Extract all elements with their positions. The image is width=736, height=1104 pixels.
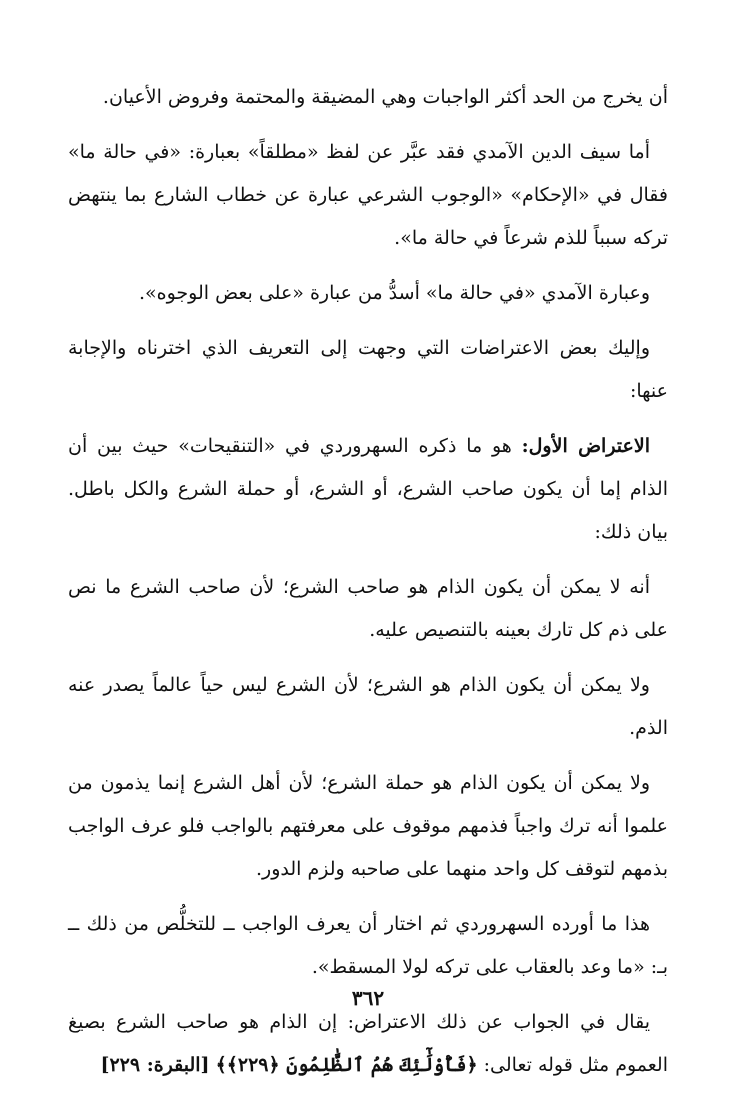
paragraph-3: وعبارة الآمدي «في حالة ما» أسدُّ من عبارة «على بعض الوجوه». bbox=[138, 282, 650, 304]
paragraph-7: ولا يمكن أن يكون الذام هو الشرع؛ لأن الشرع ليس حياً عالماً يصدر عنه الذم. bbox=[68, 674, 668, 739]
paragraph-8: ولا يمكن أن يكون الذام هو حملة الشرع؛ لأن أهل الشرع إنما يذمون من علموا أنه ترك واجباً فذمهم موقوف على معرفتهم بالواجب فلو عرف الواجب بذمهم لتوقف كل واحد منهما على صاحبه ولزم الدور. bbox=[68, 772, 668, 880]
paragraph-6: أنه لا يمكن أن يكون الذام هو صاحب الشرع؛ لأن صاحب الشرع ما نص على ذم كل تارك بعينه بالتنصيص عليه. bbox=[68, 576, 668, 641]
quran-verse: ﴿فَأُوْلَٰٓئِكَ هُمُ ٱلظَّٰلِمُونَ ﴿٢٢٩﴾﴾ bbox=[215, 1054, 478, 1076]
page-number: ٣٦٢ bbox=[351, 986, 385, 1010]
objection-heading: الاعتراض الأول: bbox=[521, 435, 650, 457]
paragraph-10 bbox=[68, 1001, 668, 1087]
paragraph-2: أما سيف الدين الآمدي فقد عبَّر عن لفظ «مطلقاً» بعبارة: «في حالة ما» فقال في «الإحكام» «الوجوب الشرعي عبارة عن خطاب الشارع بما ينتهض تركه سبباً للذم شرعاً في حالة ما». bbox=[68, 141, 668, 249]
paragraph-9: هذا ما أورده السهروردي ثم اختار أن يعرف الواجب ــ للتخلُّص من ذلك ــ بـ: «ما وعد بالعقاب على تركه لولا المسقط». bbox=[68, 913, 668, 978]
paragraph-4: وإليك بعض الاعتراضات التي وجهت إلى التعريف الذي اخترناه والإجابة عنها: bbox=[68, 337, 668, 402]
page-body bbox=[68, 76, 668, 1087]
paragraph-10-text: يقال في الجواب عن ذلك الاعتراض: إن الذام هو صاحب الشرع بصيغ العموم مثل قوله تعالى: bbox=[68, 1011, 668, 1076]
paragraph-5 bbox=[68, 425, 668, 554]
paragraph-1: أن يخرج من الحد أكثر الواجبات وهي المضيقة والمحتمة وفروض الأعيان. bbox=[102, 86, 668, 108]
paragraph-5-text: هو ما ذكره السهروردي في «التنقيحات» حيث بين أن الذام إما أن يكون صاحب الشرع، أو الشرع، أو حملة الشرع والكل باطل. بيان ذلك: bbox=[68, 435, 668, 543]
quran-reference: [البقرة: ٢٢٩] bbox=[100, 1054, 210, 1076]
